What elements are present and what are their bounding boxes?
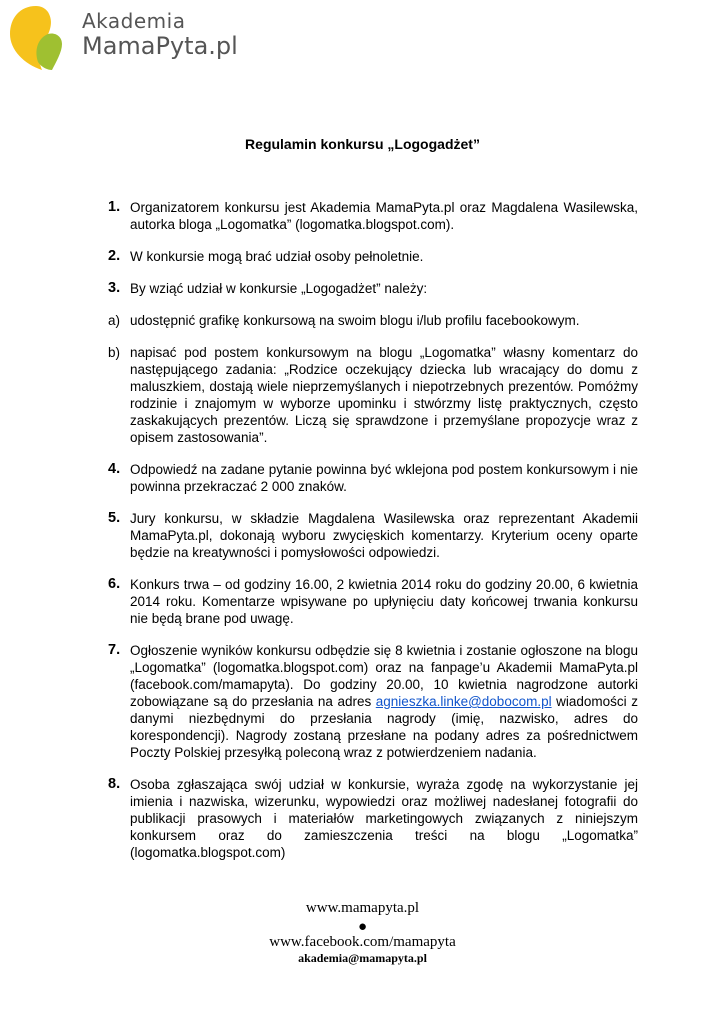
rule-text: Konkurs trwa – od godziny 16.00, 2 kwietnia 2014 roku do godziny 20.00, 6 kwietnia 2014 roku. Komentarze wpisywane po upłynięciu daty końcowej trwania konkursu nie będą brane pod uwagę. (130, 577, 638, 626)
rule-text: By wziąć udział w konkursie „Logogadżet” należy: (130, 281, 428, 296)
rule-number: 4. (108, 461, 121, 477)
rule-item-1 (108, 199, 638, 233)
rule-item-4 (108, 461, 638, 495)
rule-text: Osoba zgłaszająca swój udział w konkursie, wyraża zgodę na wykorzystanie jej imienia i nazwiska, wizerunku, wypowiedzi oraz możliwej nadesłanej fotografii do publikacji prasowych i materiałów marketingowych związanych z niniejszym konkursem oraz do zamieszczenia treści na blogu „Logomatka” (logomatka.blogspot.com) (130, 777, 638, 860)
logo (8, 4, 238, 72)
rule-subitem-b (108, 344, 638, 446)
rule-item-7 (108, 642, 638, 761)
rule-number: 1. (108, 199, 121, 215)
rule-item-8 (108, 776, 638, 861)
rule-item-5 (108, 510, 638, 561)
rule-subitem-a (108, 312, 638, 329)
rule-text-after: wiadomości z danymi niezbędnymi do przesłania nagrody (imię, nazwisko, adres do korespondencji). Nagrody zostaną przesłane na podany adres za pośrednictwem Poczty Polskiej przesyłką poleconą wraz z potwierdzeniem nadania. (130, 694, 638, 760)
rule-item-3 (108, 280, 638, 297)
footer-email[interactable]: akademia@mamapyta.pl (298, 951, 427, 965)
rule-text: udostępnić grafikę konkursową na swoim blogu i/lub profilu facebookowym. (130, 313, 580, 328)
rule-item-2 (108, 248, 638, 265)
rule-text: Organizatorem konkursu jest Akademia MamaPyta.pl oraz Magdalena Wasilewska, autorka bloga „Logomatka” (logomatka.blogspot.com). (130, 200, 638, 232)
footer-separator: ● (357, 919, 368, 935)
logo-leaf-icon (8, 4, 64, 72)
logo-line-akademia: Akademia (82, 9, 186, 33)
rule-text-before: Ogłoszenie wyników konkursu odbędzie się 8 kwietnia i zostanie ogłoszone na blogu „Logomatka” (logomatka.blogspot.com) oraz na fanpage’u Akademii MamaPyta.pl (facebook.com/mamapyta). Do godziny 20.00, 10 kwietnia nagrodzone autorki zobowiązane są do przesłania na adres (130, 643, 638, 709)
rule-number: 8. (108, 776, 121, 792)
rule-number: 6. (108, 576, 121, 592)
rules-list (108, 199, 638, 861)
page-title: Regulamin konkursu „Logogadżet” (245, 136, 480, 152)
rule-number: 7. (108, 642, 121, 658)
rule-text: Jury konkursu, w składzie Magdalena Wasilewska oraz reprezentant Akademii MamaPyta.pl, dokonają wyboru zwycięskich komentarzy. Kryterium oceny oparte będzie na kreatywności i pomysłowości odpowiedzi. (130, 511, 638, 560)
rule-number: 3. (108, 280, 121, 296)
subitem-marker: b) (108, 345, 121, 360)
rule-number: 2. (108, 248, 121, 264)
rule-text: napisać pod postem konkursowym na blogu „Logomatka” własny komentarz do następującego zadania: „Rodzice oczekujący dziecka lub wracający do domu z maluszkiem, dostają wiele nieprzemyślanych i niepotrzebnych prezentów. Pomóżmy rodzinie i znajomym w wyborze upominku i stwórzmy listę praktycznych, często zaskakujących prezentów. Liczą się sprawdzone i przemyślane propozycje wraz z opisem zastosowania”. (130, 345, 638, 445)
rule-item-6 (108, 576, 638, 627)
footer-facebook[interactable]: www.facebook.com/mamapyta (269, 934, 456, 950)
rule-text: W konkursie mogą brać udział osoby pełnoletnie. (130, 249, 424, 264)
subitem-marker: a) (108, 313, 121, 328)
logo-line-mamapyta: MamaPyta.pl (82, 32, 238, 60)
footer-website[interactable]: www.mamapyta.pl (305, 900, 420, 916)
rule-text: Odpowiedź na zadane pytanie powinna być wklejona pod postem konkursowym i nie powinna przekraczać 2 000 znaków. (130, 462, 638, 494)
email-link[interactable]: agnieszka.linke@dobocom.pl (375, 694, 552, 709)
rule-number: 5. (108, 510, 121, 526)
